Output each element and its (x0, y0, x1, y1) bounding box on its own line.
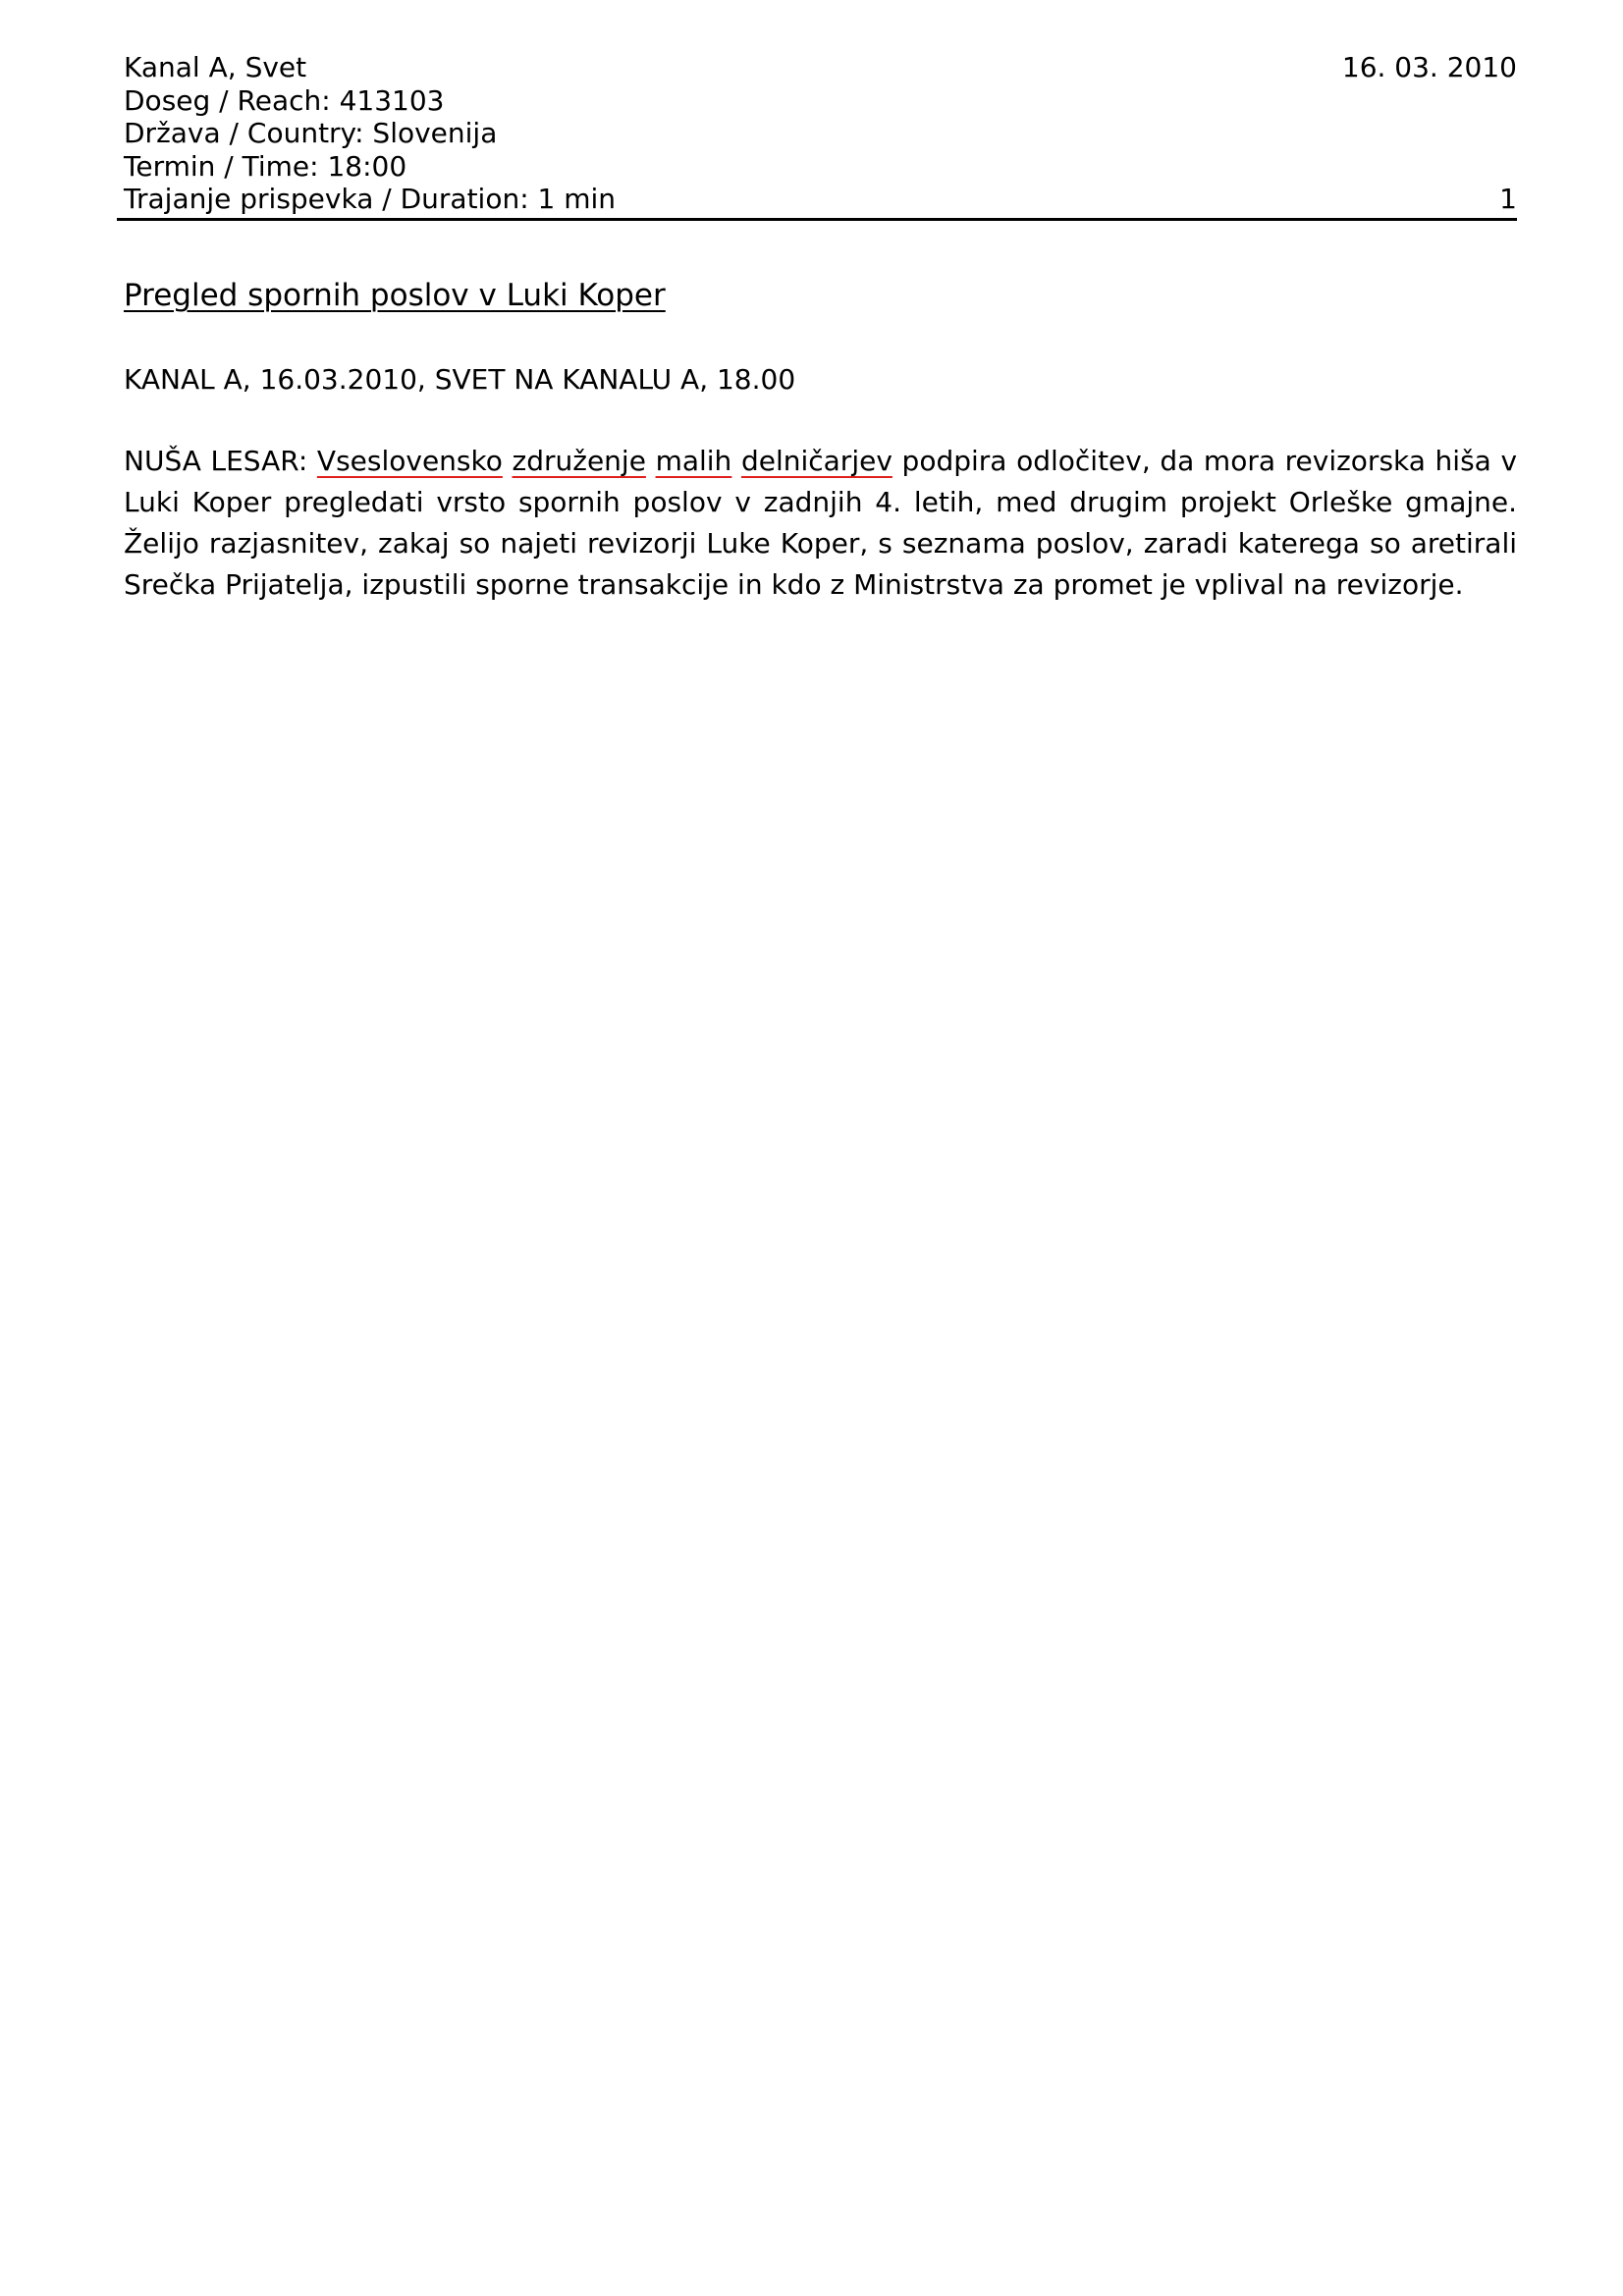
article-title: Pregled spornih poslov v Luki Koper (124, 278, 666, 313)
article-body-text: podpira odločitev, da mora revizorska hiša v Luki Koper pregledati vrsto spornih poslov v zadnjih 4. letih, med drugim projekt Orleške gmajne. Želijo razjasnitev, zakaj so najeti revizorji Luke Koper, s seznama poslov, zaradi katerega so aretirali Srečka Prijatelja, izpustili sporne transakcije in kdo z Ministrstva za promet je vplival na revizorje. (124, 445, 1518, 601)
flagged-word: delničarjev (740, 445, 893, 477)
header-country: Država / Country: Slovenija (124, 117, 498, 149)
article-source-line: KANAL A, 16.03.2010, SVET NA KANALU A, 18.00 (124, 363, 796, 396)
header-time: Termin / Time: 18:00 (124, 149, 407, 183)
header-row-duration (124, 183, 1517, 216)
header-row-country (124, 117, 1517, 150)
page-number: 1 (1499, 183, 1517, 215)
header-duration: Trajanje prispevka / Duration: 1 min (124, 183, 617, 215)
header-source: Kanal A, Svet (124, 51, 307, 83)
document-header (124, 51, 1517, 216)
article-body (124, 441, 1517, 606)
header-row-time (124, 150, 1517, 184)
header-row-reach (124, 84, 1517, 118)
flagged-word: Vseslovensko (316, 445, 503, 477)
header-divider (117, 218, 1517, 221)
header-row-source (124, 51, 1517, 84)
speaker-label: NUŠA LESAR: (124, 445, 308, 477)
header-date: 16. 03. 2010 (1341, 51, 1517, 83)
flagged-word: malih (655, 445, 732, 477)
flagged-word: združenje (512, 445, 646, 477)
header-reach: Doseg / Reach: 413103 (124, 83, 445, 117)
